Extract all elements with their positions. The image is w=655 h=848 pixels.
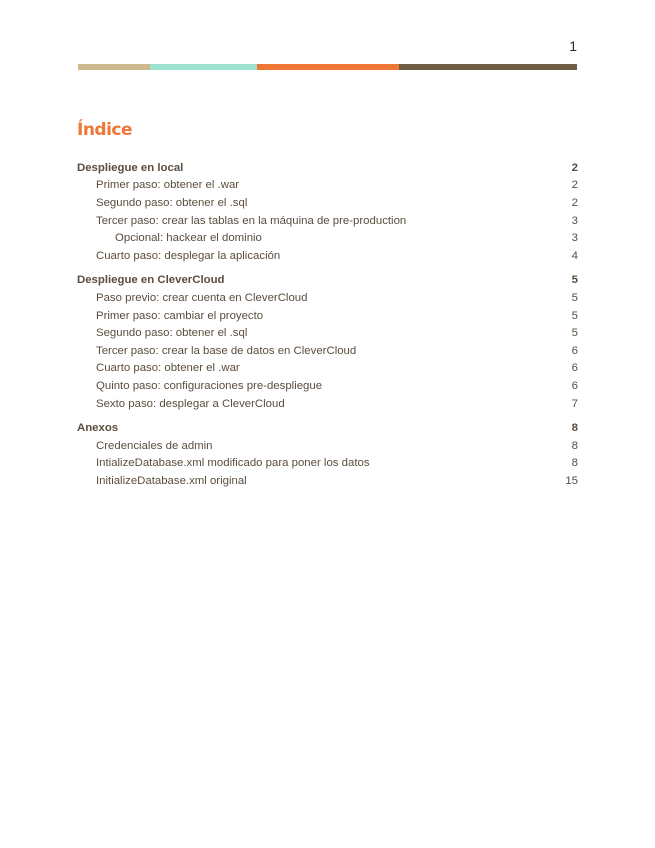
toc-entry-label: Primer paso: obtener el .war: [96, 179, 240, 192]
toc-entry-page: 3: [571, 214, 578, 227]
color-bar-segment: [150, 64, 257, 70]
toc-entry-page: 2: [571, 161, 578, 174]
toc-entry-label: Segundo paso: obtener el .sql: [96, 196, 248, 209]
toc-entry-page: 15: [565, 474, 578, 487]
toc-entry-page: 6: [571, 344, 578, 357]
toc-entry-page: 6: [571, 362, 578, 375]
toc-entry-label: Opcional: hackear el dominio: [115, 232, 262, 245]
toc-entry-label: Cuarto paso: desplegar la aplicación: [96, 249, 281, 262]
toc-entry-page: 8: [571, 422, 578, 435]
toc-entry-label: Primer paso: cambiar el proyecto: [96, 309, 264, 322]
toc-entry-label: InitializeDatabase.xml original: [96, 474, 247, 487]
toc-entry-page: 8: [571, 439, 578, 452]
toc-entry-label: Tercer paso: crear la base de datos en CleverCloud: [96, 344, 357, 357]
toc-entry[interactable]: [77, 455, 578, 473]
toc-entry[interactable]: [77, 229, 578, 247]
toc-entry-label: Cuarto paso: obtener el .war: [96, 362, 240, 375]
toc-entry[interactable]: [77, 395, 578, 413]
toc-entry-page: 3: [571, 232, 578, 245]
toc-entry-label: Quinto paso: configuraciones pre-despliegue: [96, 379, 323, 392]
color-bar-segment: [78, 64, 150, 70]
toc-entry[interactable]: [77, 307, 578, 325]
toc-entry[interactable]: [77, 360, 578, 378]
header-color-bar: [78, 64, 577, 70]
color-bar-segment: [257, 64, 399, 70]
toc-entry-label: Segundo paso: obtener el .sql: [96, 327, 248, 340]
page-number: 1: [569, 38, 577, 54]
toc-entry-page: 2: [571, 179, 578, 192]
toc-entry-page: 8: [571, 457, 578, 470]
toc-entry[interactable]: [77, 177, 578, 195]
toc-entry-page: 4: [571, 249, 578, 262]
color-bar-segment: [399, 64, 577, 70]
toc-entry[interactable]: [77, 194, 578, 212]
toc-entry-label: Paso previo: crear cuenta en CleverCloud: [96, 291, 308, 304]
toc-entry[interactable]: [77, 437, 578, 455]
toc-title: Índice: [77, 120, 133, 140]
toc-entry[interactable]: [77, 247, 578, 265]
toc-section-entry[interactable]: [77, 159, 578, 177]
toc-entry-page: 6: [571, 379, 578, 392]
toc-entry-page: 5: [571, 309, 578, 322]
toc-entry[interactable]: [77, 289, 578, 307]
toc-entry[interactable]: [77, 324, 578, 342]
table-of-contents: [77, 159, 578, 490]
toc-section-entry[interactable]: [77, 419, 578, 437]
toc-entry-label: Despliegue en CleverCloud: [77, 274, 225, 287]
toc-entry-label: Anexos: [77, 422, 119, 435]
toc-entry-page: 5: [571, 291, 578, 304]
toc-entry-page: 2: [571, 196, 578, 209]
toc-entry[interactable]: [77, 377, 578, 395]
toc-entry-page: 5: [571, 327, 578, 340]
toc-entry-page: 5: [571, 274, 578, 287]
toc-entry[interactable]: [77, 342, 578, 360]
toc-entry[interactable]: [77, 212, 578, 230]
toc-entry-label: Despliegue en local: [77, 161, 184, 174]
toc-entry-label: IntializeDatabase.xml modificado para poner los datos: [96, 457, 370, 470]
toc-entry-label: Tercer paso: crear las tablas en la máquina de pre-production: [96, 214, 407, 227]
toc-section-entry[interactable]: [77, 272, 578, 290]
toc-entry-page: 7: [571, 397, 578, 410]
toc-entry[interactable]: [77, 472, 578, 490]
toc-entry-label: Credenciales de admin: [96, 439, 213, 452]
toc-entry-label: Sexto paso: desplegar a CleverCloud: [96, 397, 285, 410]
